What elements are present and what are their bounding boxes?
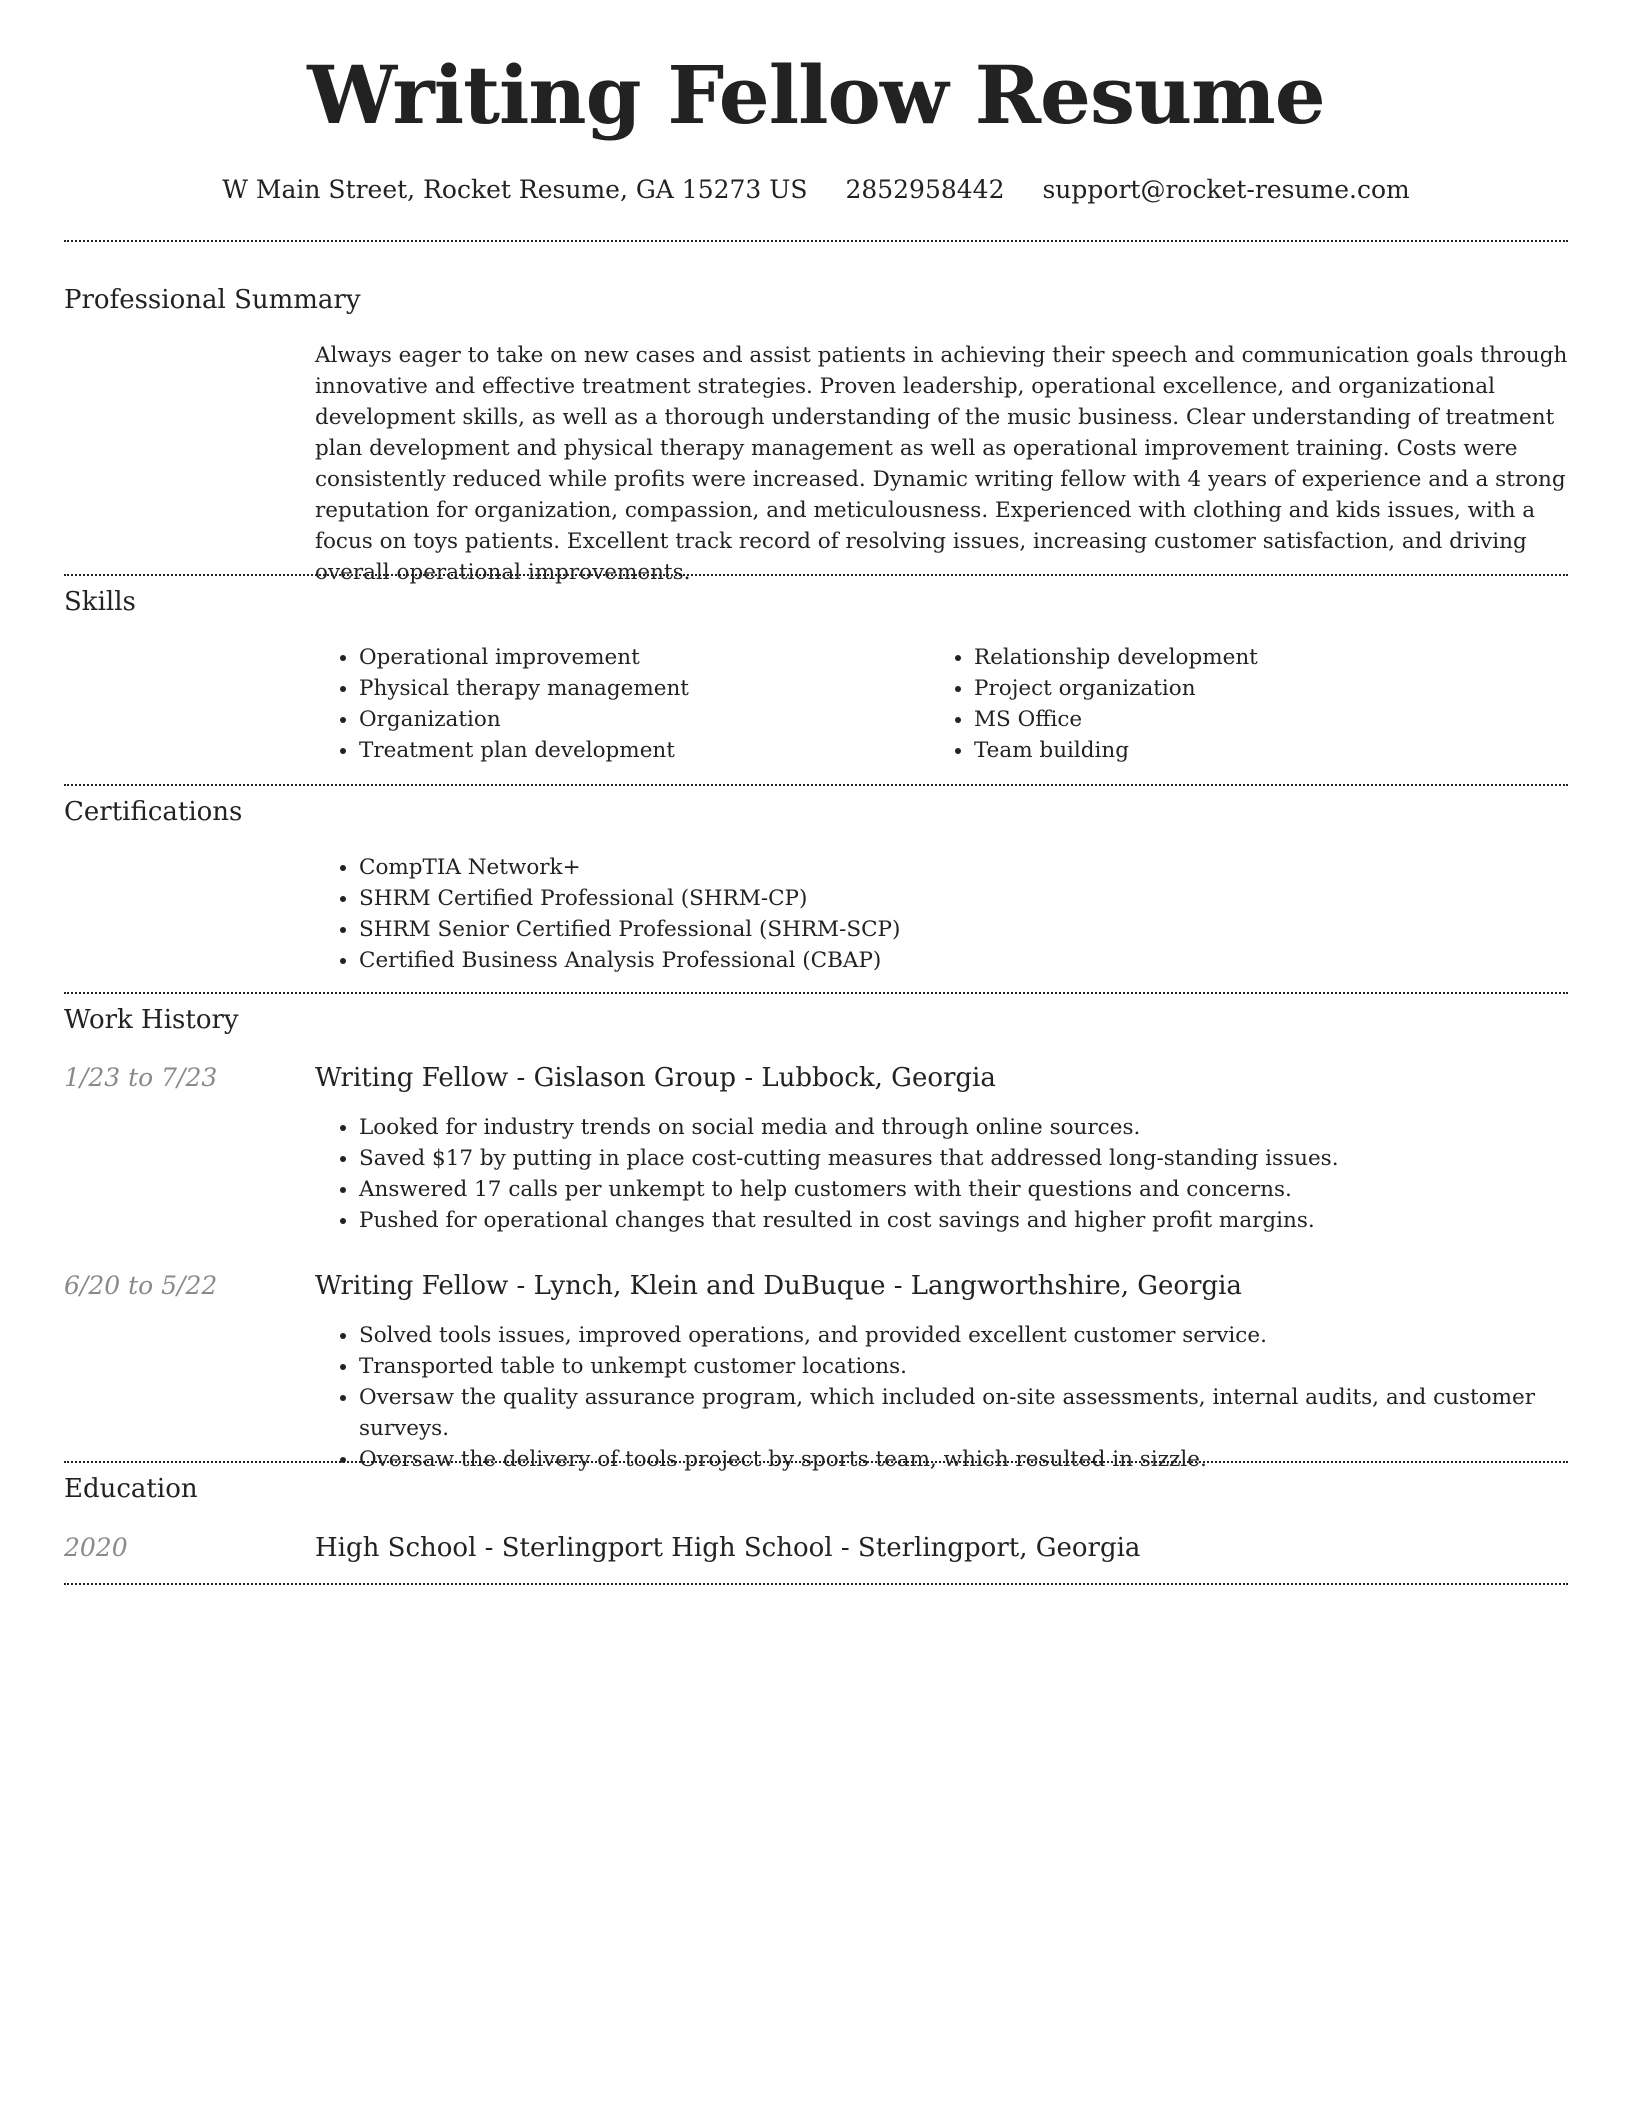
- resume-name: Writing Fellow Resume: [307, 48, 1325, 142]
- skill-item: • Project organization: [974, 673, 1530, 704]
- skill-item: • Organization: [359, 704, 915, 735]
- skills-column-right: [930, 642, 1530, 766]
- skill-item: • Team building: [974, 735, 1530, 766]
- job-bullet: • Answered 17 calls per unkempt to help customers with their questions and concerns.: [359, 1174, 1568, 1205]
- certification-item: • SHRM Certified Professional (SHRM-CP): [359, 883, 1568, 914]
- summary-text: Always eager to take on new cases and assist patients in achieving their speech and communication goals through innovative and effective treatment strategies. Proven leadership, operational excellence, and organizational development skills, as well as a thorough understanding of the music business. Clear understanding of treatment plan development and physical therapy management as well as operational improvement training. Costs were consistently reduced while profits were increased. Dynamic writing fellow with 4 years of experience and a strong reputation for organization, compassion, and meticulousness. Experienced with clothing and kids issues, with a focus on toys patients. Excellent track record of resolving issues, increasing customer satisfaction, and driving overall operational improvements.: [315, 343, 1568, 585]
- job-bullets: [315, 1320, 1568, 1475]
- summary-body: [315, 340, 1568, 588]
- job-bullet: • Oversaw the delivery of tools project by sports team, which resulted in sizzle.: [359, 1444, 1568, 1475]
- section-divider: [64, 1461, 1568, 1463]
- job-bullet: • Looked for industry trends on social media and through online sources.: [359, 1112, 1568, 1143]
- job-bullet: • Pushed for operational changes that resulted in cost savings and higher profit margins.: [359, 1205, 1568, 1236]
- certification-item: • Certified Business Analysis Professional (CBAP): [359, 945, 1568, 976]
- work-history-heading: Work History: [64, 1005, 239, 1035]
- job-bullet: • Oversaw the quality assurance program, which included on-site assessments, internal audits, and customer surveys.: [359, 1382, 1568, 1444]
- certifications-list: [315, 852, 1568, 976]
- job-bullet: • Saved $17 by putting in place cost-cutting measures that addressed long-standing issues.: [359, 1143, 1568, 1174]
- job-dates: 1/23 to 7/23: [64, 1063, 218, 1092]
- job-bullet: • Solved tools issues, improved operations, and provided excellent customer service.: [359, 1320, 1568, 1351]
- section-divider: [64, 784, 1568, 786]
- summary-heading: Professional Summary: [64, 285, 361, 315]
- contact-address: W Main Street, Rocket Resume, GA 15273 US: [222, 175, 808, 204]
- skill-item: • Physical therapy management: [359, 673, 915, 704]
- job-heading: Writing Fellow - Lynch, Klein and DuBuque - Langworthshire, Georgia: [315, 1271, 1242, 1301]
- skill-item: • Operational improvement: [359, 642, 915, 673]
- certification-item: • SHRM Senior Certified Professional (SHRM-SCP): [359, 914, 1568, 945]
- skills-heading: Skills: [64, 587, 136, 617]
- job-bullet: • Transported table to unkempt customer locations.: [359, 1351, 1568, 1382]
- contact-line: [0, 174, 1632, 206]
- certifications-heading: Certifications: [64, 797, 243, 827]
- contact-email: support@rocket-resume.com: [1042, 175, 1410, 204]
- education-heading-line: High School - Sterlingport High School - Sterlingport, Georgia: [315, 1533, 1141, 1563]
- job-heading: Writing Fellow - Gislason Group - Lubbock, Georgia: [315, 1063, 996, 1093]
- section-divider: [64, 1583, 1568, 1585]
- skills-column-left: [315, 642, 915, 766]
- education-heading: Education: [64, 1474, 198, 1504]
- resume-header: [0, 40, 1632, 206]
- skill-item: • MS Office: [974, 704, 1530, 735]
- certification-item: • CompTIA Network+: [359, 852, 1568, 883]
- job-dates: 6/20 to 5/22: [64, 1271, 218, 1300]
- job-bullets: [315, 1112, 1568, 1236]
- contact-phone: 2852958442: [845, 175, 1005, 204]
- section-divider: [64, 240, 1568, 242]
- section-divider: [64, 574, 1568, 576]
- skill-item: • Relationship development: [974, 642, 1530, 673]
- skill-item: • Treatment plan development: [359, 735, 915, 766]
- section-divider: [64, 992, 1568, 994]
- education-year: 2020: [64, 1533, 128, 1562]
